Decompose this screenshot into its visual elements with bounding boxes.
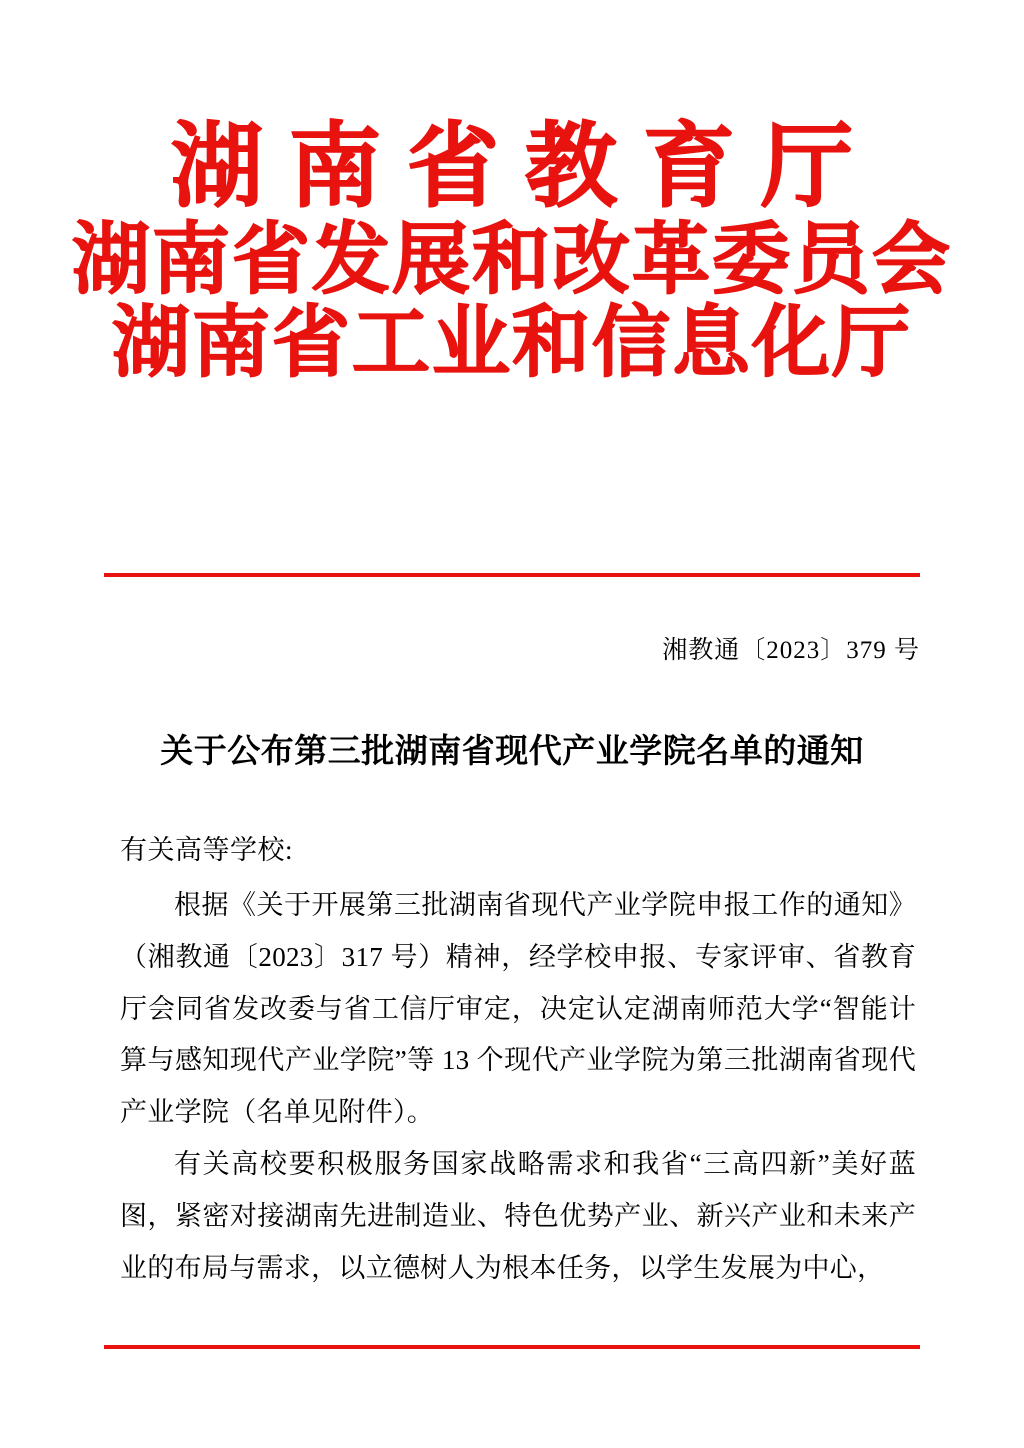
issuing-org-line-3: 湖南省工业和信息化厅 (111, 297, 912, 389)
salutation: 有关高等学校: (120, 835, 294, 865)
document-body (120, 830, 916, 1294)
document-number: 湘教通〔2023〕379 号 (662, 637, 920, 664)
body-paragraph-1: 根据《关于开展第三批湖南省现代产业学院申报工作的通知》（湘教通〔2023〕317 号）精神，经学校申报、专家评审、省教育厅会同省发改委与省工信厅审定，决定认定湖南师范大学“智能计算与感知现代产业学院”等 13 个现代产业学院为第三批湖南省现代产业学院（名单见附件）。 (120, 889, 916, 1128)
masthead (0, 112, 1024, 389)
body-paragraph-2: 有关高校要积极服务国家战略需求和我省“三高四新”美好蓝图，紧密对接湖南先进制造业、特色优势产业、新兴产业和未来产业的布局与需求，以立德树人为根本任务，以学生发展为中心， (120, 1148, 916, 1283)
page-title: 关于公布第三批湖南省现代产业学院名单的通知 (160, 731, 864, 770)
issuing-org-line-1: 湖南省教育厅 (170, 112, 879, 220)
footer-divider-rule (104, 1345, 920, 1349)
issuing-org-line-2: 湖南省发展和改革委员会 (71, 213, 952, 305)
header-divider-rule (104, 573, 920, 577)
